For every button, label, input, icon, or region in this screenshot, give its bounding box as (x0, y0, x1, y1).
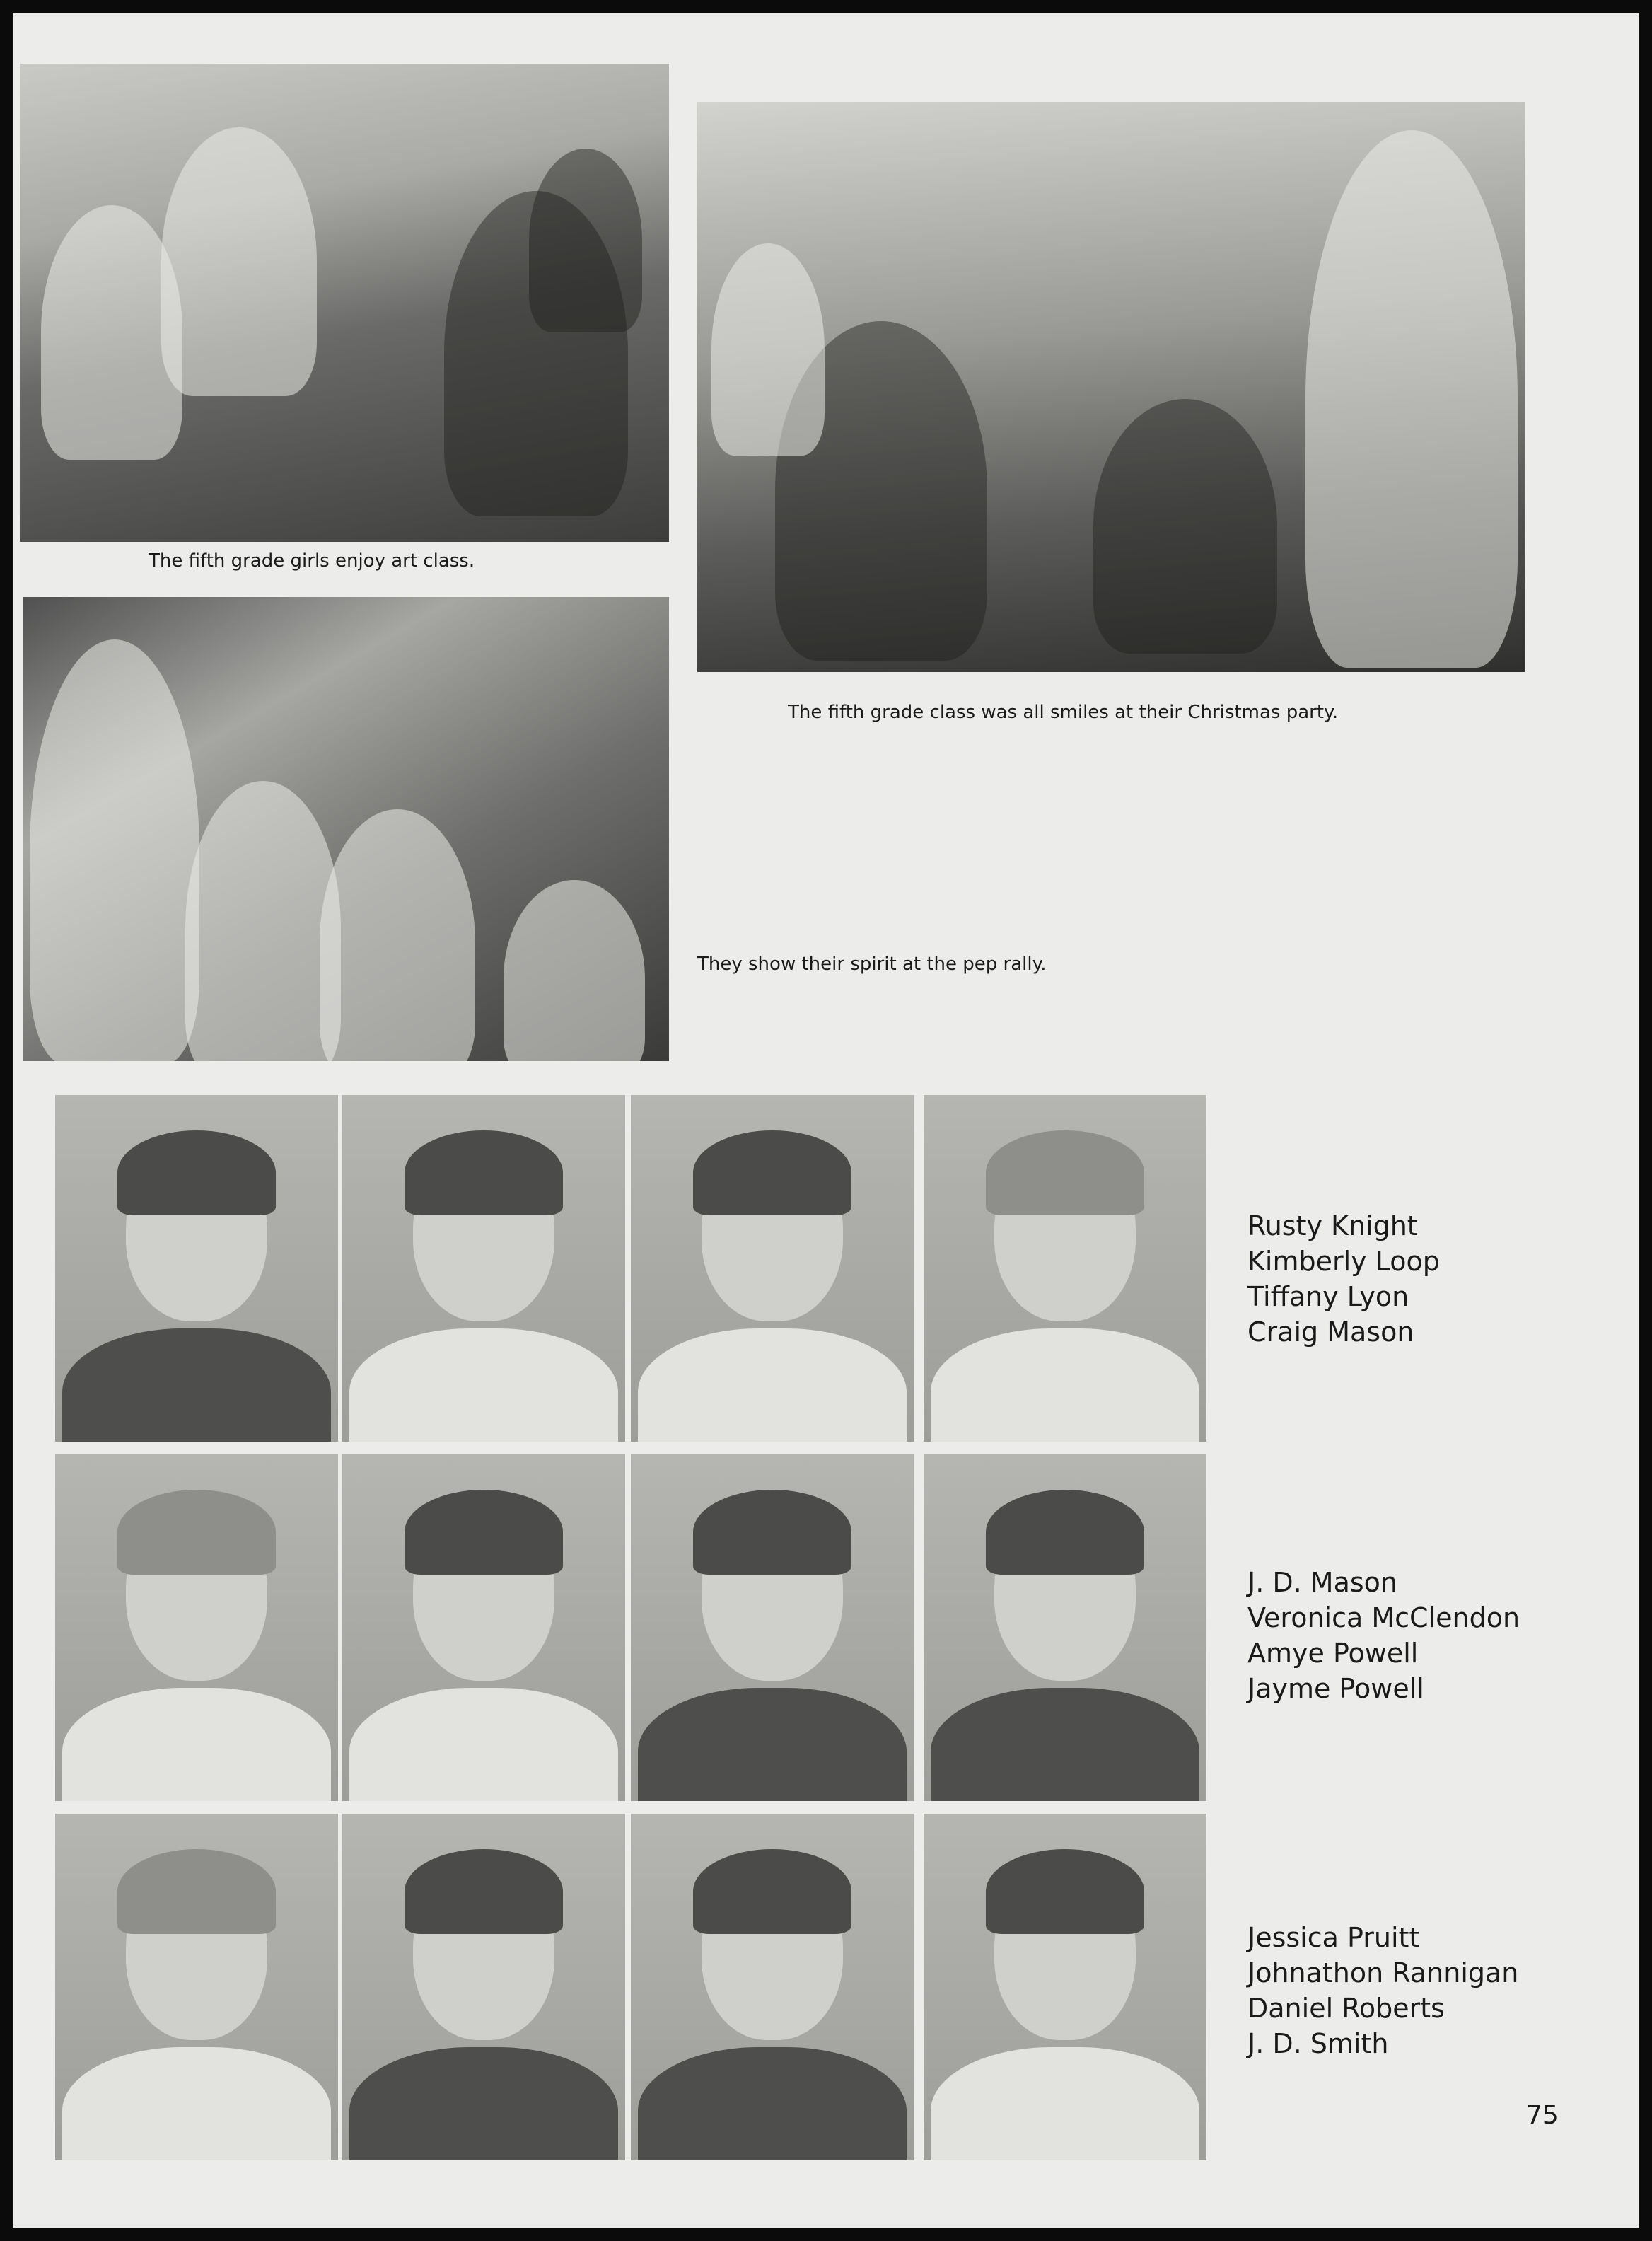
art-class-caption: The fifth grade girls enjoy art class. (149, 550, 475, 572)
student-name: Jayme Powell (1247, 1673, 1424, 1704)
student-name: Tiffany Lyon (1247, 1281, 1409, 1312)
student-name: Amye Powell (1247, 1638, 1419, 1669)
student-portrait (342, 1095, 625, 1442)
art-class-photo (20, 64, 669, 542)
christmas-party-caption: The fifth grade class was all smiles at their Christmas party. (788, 702, 1338, 723)
student-name: Jessica Pruitt (1247, 1922, 1420, 1953)
student-portrait (924, 1095, 1206, 1442)
student-name: J. D. Smith (1247, 2028, 1389, 2059)
portrait-names-row-2 (1247, 1565, 1520, 1706)
student-portrait (55, 1095, 338, 1442)
student-portrait (342, 1814, 625, 2160)
yearbook-page (13, 13, 1639, 2228)
student-portrait (342, 1454, 625, 1801)
student-name: Veronica McClendon (1247, 1602, 1520, 1633)
student-portrait (924, 1454, 1206, 1801)
student-name: J. D. Mason (1247, 1567, 1397, 1598)
student-portrait (631, 1095, 914, 1442)
student-portrait (55, 1814, 338, 2160)
student-name: Craig Mason (1247, 1316, 1414, 1348)
portrait-names-row-1 (1247, 1208, 1440, 1350)
student-portrait (924, 1814, 1206, 2160)
christmas-party-photo (697, 102, 1525, 672)
student-name: Kimberly Loop (1247, 1246, 1440, 1277)
portrait-names-row-3 (1247, 1920, 1518, 2061)
student-name: Rusty Knight (1247, 1210, 1418, 1241)
student-name: Johnathon Rannigan (1247, 1957, 1519, 1988)
student-portrait (631, 1814, 914, 2160)
student-portrait (55, 1454, 338, 1801)
pep-rally-photo (23, 597, 669, 1061)
page-number: 75 (1526, 2101, 1559, 2130)
student-portrait (631, 1454, 914, 1801)
pep-rally-caption: They show their spirit at the pep rally. (697, 954, 1047, 975)
student-name: Daniel Roberts (1247, 1993, 1445, 2024)
